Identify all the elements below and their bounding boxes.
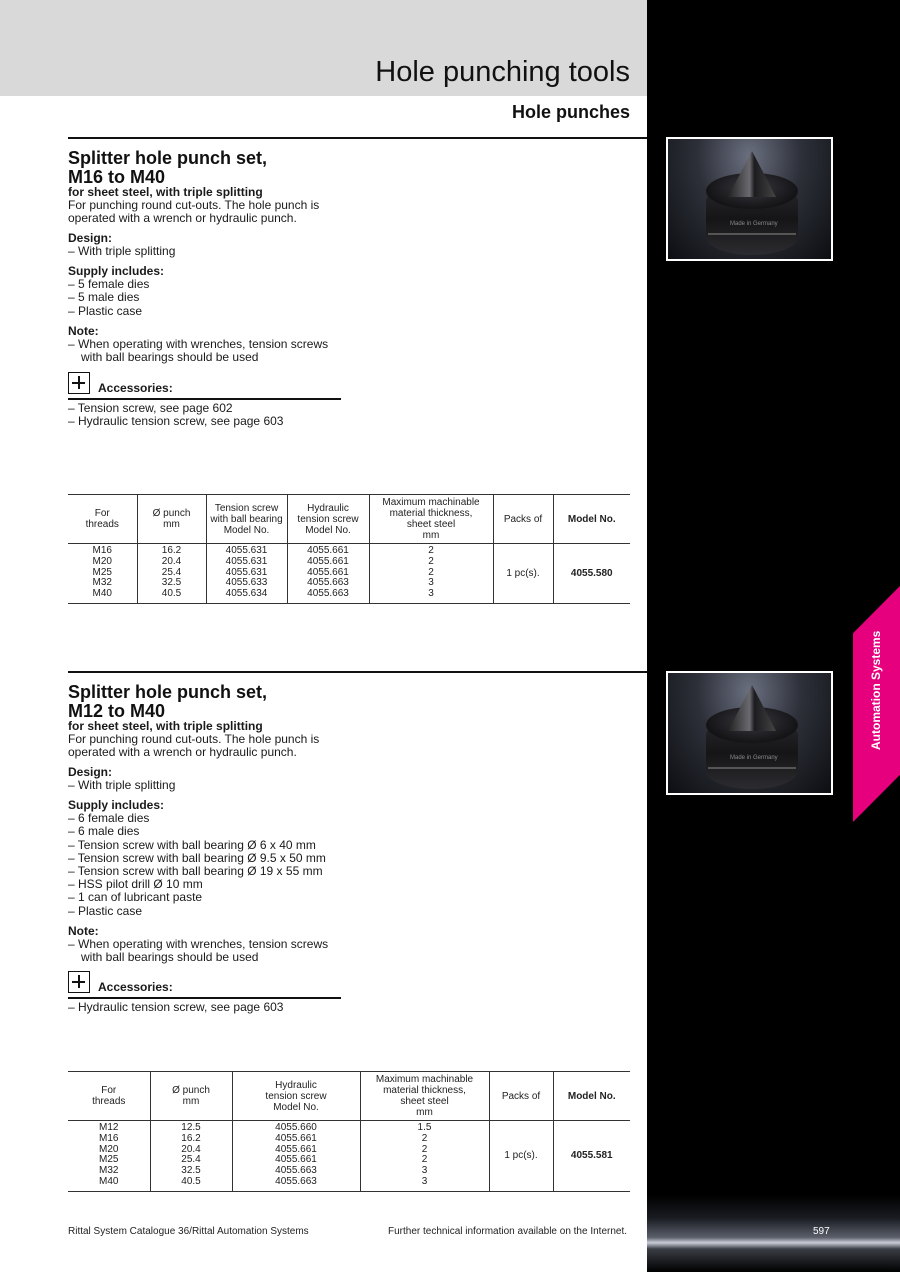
- accessories-header: [68, 971, 341, 999]
- plus-icon: [68, 372, 90, 394]
- col-header-model: Model No.: [553, 495, 630, 544]
- col-header-tension-screw: Tension screw with ball bearing Model No.: [206, 495, 287, 544]
- punch-engraving: Made in Germany: [730, 755, 778, 761]
- col-header-punch: Ø punch mm: [150, 1072, 232, 1121]
- product-description-line1: For punching round cut-outs. The hole punch is: [68, 198, 320, 212]
- cell-model-number: 4055.580: [553, 544, 630, 604]
- panel-light-streak: [647, 1195, 900, 1272]
- cell-hydraulic: 4055.661 4055.661 4055.661 4055.663 4055.663: [287, 544, 369, 604]
- supply-item: – Tension screw with ball bearing Ø 6 x 40 mm: [68, 837, 316, 852]
- note-item: – When operating with wrenches, tension screws with ball bearings should be used: [68, 936, 329, 965]
- product-title-line2: M12 to M40: [68, 701, 166, 721]
- supply-item: – Tension screw with ball bearing Ø 19 x 55 mm: [68, 864, 323, 879]
- section-tab-label: Automation Systems: [869, 630, 883, 750]
- cell-model-number: 4055.581: [553, 1121, 630, 1192]
- plus-icon: [68, 971, 90, 993]
- spec-table-1: [68, 494, 630, 604]
- product-description-line2: operated with a wrench or hydraulic punch.: [68, 211, 297, 225]
- accessories-header: [68, 372, 341, 400]
- accessories-block-2: [68, 971, 341, 1014]
- note-heading: Note:: [68, 923, 99, 938]
- design-item: – With triple splitting: [68, 778, 176, 792]
- col-header-hydraulic: Hydraulic tension screw Model No.: [287, 495, 369, 544]
- cell-punch: 12.5 16.2 20.4 25.4 32.5 40.5: [150, 1121, 232, 1192]
- supply-item: – 6 male dies: [68, 824, 140, 839]
- accessories-list: [68, 402, 341, 428]
- supply-heading: Supply includes:: [68, 798, 165, 813]
- accessory-link[interactable]: – Tension screw, see page 602: [68, 401, 233, 415]
- cell-tension-screw: 4055.631 4055.631 4055.631 4055.633 4055.634: [206, 544, 287, 604]
- col-header-threads: For threads: [68, 1072, 150, 1121]
- punch-ring: [708, 767, 796, 769]
- col-header-thickness: Maximum machinable material thickness, sheet steel mm: [360, 1072, 489, 1121]
- supply-heading: Supply includes:: [68, 264, 165, 279]
- supply-item: – 5 male dies: [68, 290, 140, 305]
- supply-item: – Plastic case: [68, 903, 143, 918]
- accessories-heading: Accessories:: [98, 980, 173, 994]
- col-header-punch: Ø punch mm: [137, 495, 206, 544]
- product-description-line2: operated with a wrench or hydraulic punch.: [68, 745, 297, 759]
- spec-table-2: [68, 1071, 630, 1192]
- accessory-link[interactable]: – Hydraulic tension screw, see page 603: [68, 414, 284, 429]
- product-photo-1: [666, 137, 833, 261]
- supply-item: – HSS pilot drill Ø 10 mm: [68, 877, 203, 892]
- design-heading: Design:: [68, 231, 113, 245]
- section-divider: [68, 671, 647, 673]
- col-header-threads: For threads: [68, 495, 137, 544]
- table-header-row: [68, 1072, 630, 1121]
- footer-catalogue: Rittal System Catalogue 36/Rittal Automation Systems: [68, 1226, 309, 1237]
- punch-engraving: Made in Germany: [730, 221, 778, 227]
- note-item: – When operating with wrenches, tension screws with ball bearings should be used: [68, 336, 329, 365]
- product-description-line1: For punching round cut-outs. The hole punch is: [68, 732, 320, 746]
- note-heading: Note:: [68, 323, 99, 338]
- table-row: [68, 1121, 630, 1192]
- cell-thickness: 1.5 2 2 2 3 3: [360, 1121, 489, 1192]
- product-title-line1: Splitter hole punch set,: [68, 682, 268, 702]
- cell-threads: M12 M16 M20 M25 M32 M40: [68, 1121, 150, 1192]
- product-title-line2: M16 to M40: [68, 167, 166, 187]
- col-header-model: Model No.: [553, 1072, 630, 1121]
- col-header-hydraulic: Hydraulic tension screw Model No.: [232, 1072, 360, 1121]
- section-divider: [68, 137, 647, 139]
- accessories-list: [68, 1001, 341, 1014]
- table-row: [68, 544, 630, 604]
- cell-punch: 16.2 20.4 25.4 32.5 40.5: [137, 544, 206, 604]
- cell-packs: 1 pc(s).: [493, 544, 553, 604]
- cell-thickness: 2 2 2 3 3: [369, 544, 493, 604]
- product-tagline: for sheet steel, with triple splitting: [68, 719, 263, 733]
- supply-item: – Tension screw with ball bearing Ø 9.5 x 50 mm: [68, 850, 326, 865]
- design-heading: Design:: [68, 765, 113, 779]
- supply-item: – Plastic case: [68, 303, 143, 318]
- product-block-1: [68, 149, 348, 364]
- punch-ring: [708, 233, 796, 235]
- product-title-line1: Splitter hole punch set,: [68, 148, 268, 168]
- table-header-row: [68, 495, 630, 544]
- col-header-packs: Packs of: [493, 495, 553, 544]
- supply-item: – 6 female dies: [68, 811, 150, 826]
- product-tagline: for sheet steel, with triple splitting: [68, 185, 263, 199]
- page-number: 597: [813, 1226, 830, 1237]
- accessory-link[interactable]: – Hydraulic tension screw, see page 603: [68, 1000, 284, 1014]
- supply-item: – 5 female dies: [68, 277, 150, 292]
- supply-item: – 1 can of lubricant paste: [68, 890, 203, 905]
- page-title: Hole punching tools: [375, 56, 630, 88]
- accessories-heading: Accessories:: [98, 381, 173, 395]
- cell-hydraulic: 4055.660 4055.661 4055.661 4055.661 4055.663 4055.663: [232, 1121, 360, 1192]
- page-subtitle: Hole punches: [511, 102, 630, 122]
- cell-threads: M16 M20 M25 M32 M40: [68, 544, 137, 604]
- product-photo-2: [666, 671, 833, 795]
- col-header-thickness: Maximum machinable material thickness, sheet steel mm: [369, 495, 493, 544]
- design-item: – With triple splitting: [68, 244, 176, 258]
- accessories-block-1: [68, 372, 341, 428]
- footer-internet-note: Further technical information available on the Internet.: [388, 1226, 628, 1237]
- cell-packs: 1 pc(s).: [489, 1121, 553, 1192]
- product-block-2: [68, 683, 348, 964]
- col-header-packs: Packs of: [489, 1072, 553, 1121]
